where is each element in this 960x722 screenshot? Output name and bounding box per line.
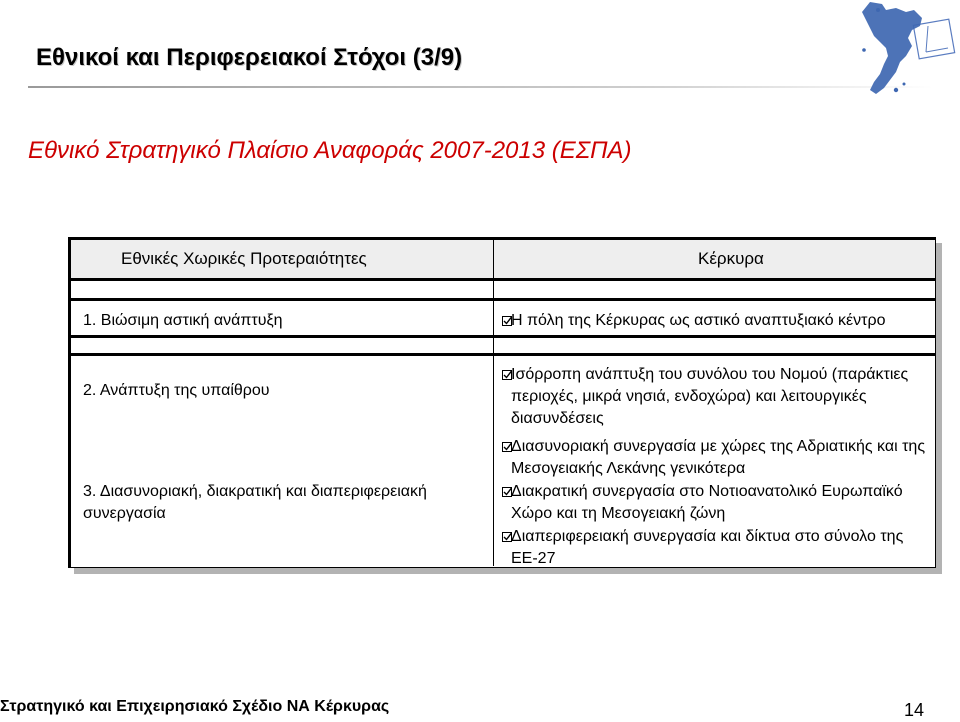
column-divider [493,240,494,566]
footer-title: Στρατηγικό και Επιχειρησιακό Σχέδιο ΝΑ Κέρκυρας [0,698,390,715]
kerkyra-item-1 [511,310,931,332]
corfu-island-map-logo [856,0,960,98]
checkbox-bullet-icon [502,316,512,326]
header-kerkyra: Κέρκυρα [698,249,764,268]
kerkyra-item-5 [511,526,931,570]
kerkyra-item-2-text: Ισόρροπη ανάπτυξη του συνόλου του Νομού (παράκτιες περιοχές, μικρά νησιά, ενδοχώρα) και λειτουργικές διασυνδέσεις [511,366,909,427]
page-number: 14 [904,700,925,720]
checkbox-bullet-icon [502,442,512,452]
checkbox-bullet-icon [502,487,512,497]
slide-title: Εθνικοί και Περιφερειακοί Στόχοι (3/9) [36,44,463,71]
kerkyra-item-5-text: Διαπεριφερειακή συνεργασία και δίκτυα στο σύνολο της ΕΕ-27 [511,528,904,567]
kerkyra-item-4-text: Διακρατική συνεργασία στο Νοτιοανατολικό Ευρωπαϊκό Χώρο και τη Μεσογειακή ζώνη [511,483,903,522]
header-national-priorities: Εθνικές Χωρικές Προτεραιότητες [121,249,367,268]
title-underline [28,86,933,88]
priority-1-label: 1. Βιώσιμη αστική ανάπτυξη [83,312,283,329]
slide-subtitle: Εθνικό Στρατηγικό Πλαίσιο Αναφοράς 2007-2013 (ΕΣΠΑ) [28,137,632,164]
checkbox-bullet-icon [502,370,512,380]
checkbox-bullet-icon [502,532,512,542]
priorities-table [68,237,936,568]
priority-3-label: 3. Διασυνοριακή, διακρατική και διαπεριφερειακή συνεργασία [83,483,427,522]
kerkyra-item-3-text: Διασυνοριακή συνεργασία με χώρες της Αδριατικής και της Μεσογειακής Λεκάνης γενικότερα [511,438,926,477]
kerkyra-item-3 [511,436,931,480]
kerkyra-item-1-text: Η πόλη της Κέρκυρας ως αστικό αναπτυξιακό κέντρο [511,312,886,329]
kerkyra-item-4 [511,481,931,525]
kerkyra-item-2 [511,364,931,430]
priority-2-label: 2. Ανάπτυξη της υπαίθρου [83,382,270,399]
